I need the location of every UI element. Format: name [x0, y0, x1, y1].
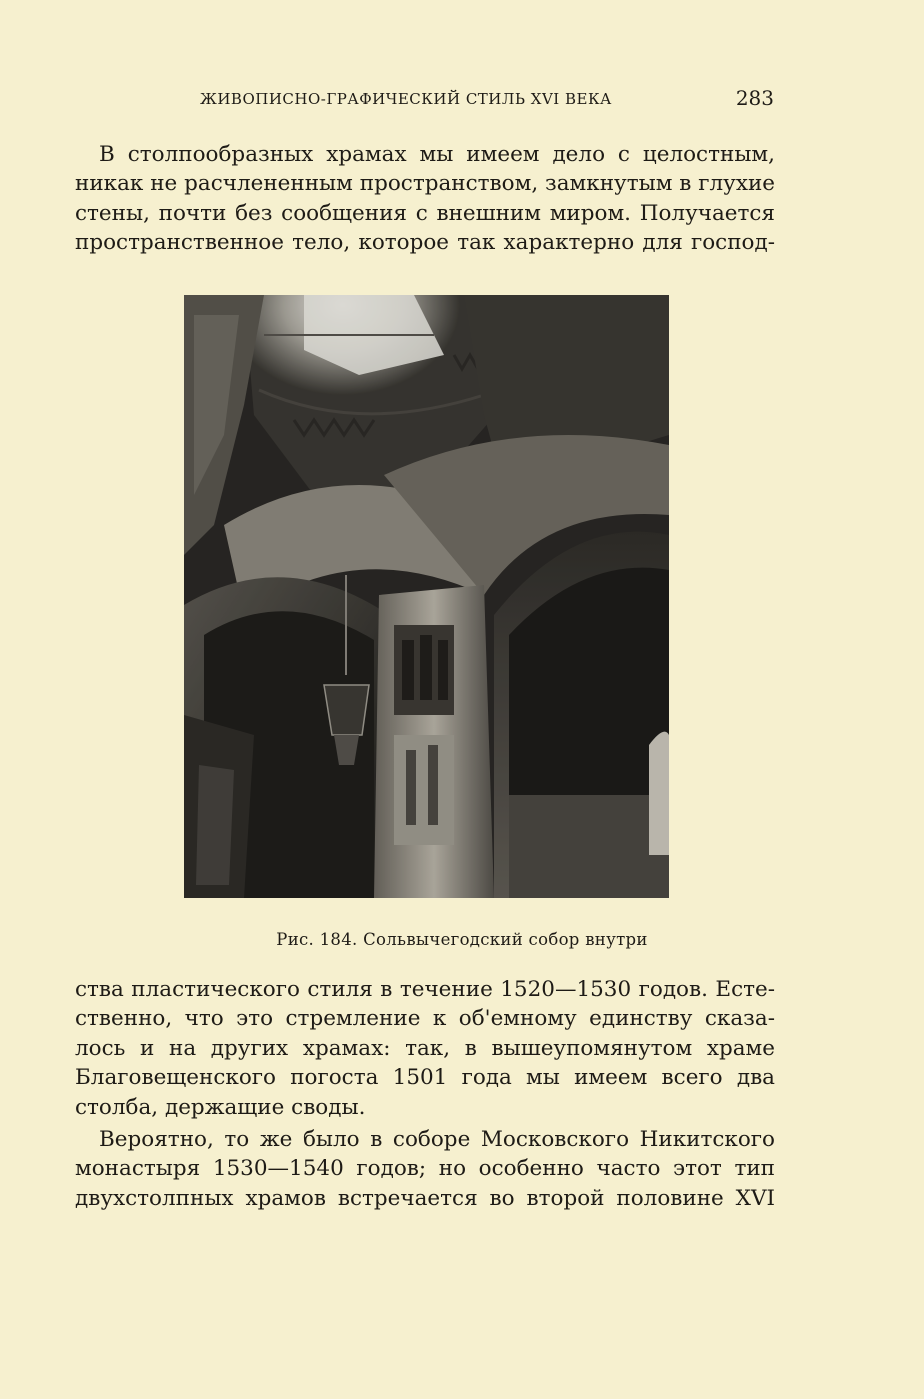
text-line: столба, держащие своды. [75, 1094, 366, 1120]
text-line: пространственное тело, которое так характерно для господ- [75, 230, 775, 256]
cathedral-interior-photo [184, 295, 669, 898]
paragraph-3 [75, 1125, 775, 1213]
text-line: ства пластического стиля в течение 1520—1530 годов. Есте- [75, 977, 775, 1002]
text-line: стены, почти без сообщения с внешним миром. Получается [75, 200, 775, 226]
text-line: Вероятно, то же было в соборе Московского Никитского [99, 1127, 775, 1152]
page-number: 283 [735, 86, 774, 110]
paragraph-2 [75, 975, 775, 1122]
text-line: монастыря 1530—1540 годов; но особенно часто этот тип [75, 1156, 775, 1182]
text-line: никак не расчлененным пространством, замкнутым в глухие [75, 171, 775, 197]
text-line: лось и на других храмах: так, в вышеупомянутом храме [75, 1035, 775, 1061]
paragraph-1 [75, 140, 775, 258]
text-line: Благовещенского погоста 1501 года мы имеем всего два [75, 1065, 775, 1091]
running-title: ЖИВОПИСНО-ГРАФИЧЕСКИЙ СТИЛЬ XVI ВЕКА [200, 90, 612, 108]
text-line: В столпообразных храмах мы имеем дело с целостным, [99, 142, 775, 167]
text-line: двухстолпных храмов встречается во второй половине XVI [75, 1185, 775, 1211]
photo-illustration [184, 295, 669, 898]
figure-caption: Рис. 184. Сольвычегодский собор внутри [276, 930, 648, 949]
text-line: ственно, что это стремление к об'емному единству сказа- [75, 1006, 775, 1032]
